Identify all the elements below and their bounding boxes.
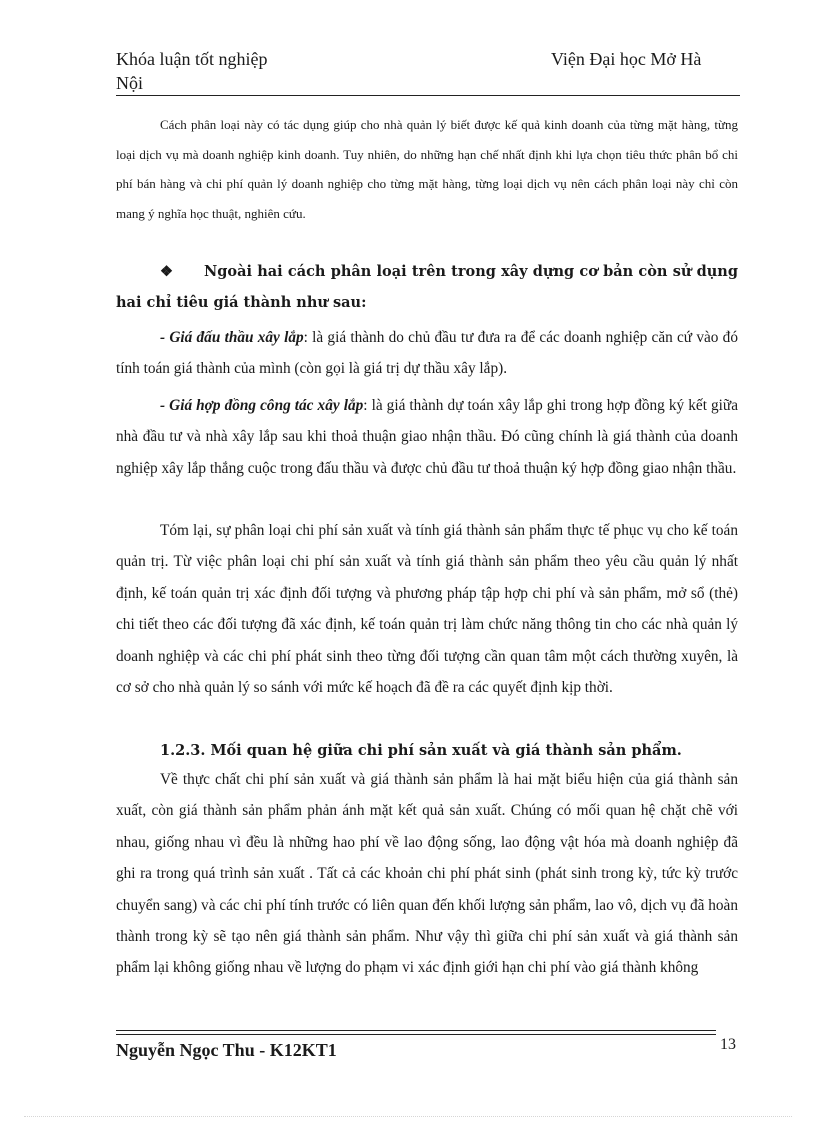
- term-contract-price: - Giá hợp đồng công tác xây lắp: [160, 397, 364, 414]
- header-divider: [116, 95, 740, 96]
- page-number: 13: [720, 1036, 736, 1053]
- definition-contract-price: : là giá thành dự toán xây lắp ghi trong hợp đồng ký kết giữa nhà đầu tư và nhà xây lắp sau khi thoả thuận giao nhận thầu. Đó cũng chính là giá thành của doanh nghiệp xây lắp thắng cuộc trong đấu thầu và được chủ đầu tư thoả thuận ký hợp đồng giao nhận thầu.: [116, 397, 738, 477]
- paragraph-1: Cách phân loại này có tác dụng giúp cho nhà quản lý biết được kế quả kinh doanh của từng mặt hàng, từng loại dịch vụ mà doanh nghiệp kinh doanh. Tuy nhiên, do những hạn chế nhất định khi lựa chọn tiêu thức phân bổ chi phí bán hàng và chi phí quản lý doanh nghiệp cho từng mặt hàng, từng loại dịch vụ nên cách phân loại này chỉ còn mang ý nghĩa học thuật, nghiên cứu.: [116, 117, 738, 221]
- header-left-title-continuation: Nội: [116, 73, 143, 93]
- footer-divider-bottom: [116, 1034, 716, 1035]
- bullet-paragraph: [116, 256, 738, 318]
- footer-author: Nguyễn Ngọc Thu - K12KT1: [116, 1040, 337, 1060]
- page-edge-line: [24, 1116, 792, 1117]
- diamond-bullet-icon: ❖: [160, 263, 173, 280]
- definition-bid-price: : là giá thành do chủ đầu tư đưa ra để các doanh nghiệp căn cứ vào đó tính toán giá thành của mình (còn gọi là giá trị dự thầu xây lắp).: [116, 329, 738, 378]
- bullet-text: Ngoài hai cách phân loại trên trong xây dựng cơ bản còn sử dụng hai chỉ tiêu giá thành như sau:: [116, 263, 738, 311]
- footer-divider-top: [116, 1030, 716, 1031]
- paragraph-summary: Tóm lại, sự phân loại chi phí sản xuất và tính giá thành sản phẩm thực tế phục vụ cho kế toán quản trị. Từ việc phân loại chi phí sản xuất và tính giá thành sản phẩm theo yêu cầu quản lý nhất định, kế toán quản trị xác định đối tượng và phương pháp tập hợp chi phí và sản phẩm, mở sổ (thẻ) chi tiết theo các đối tượng đã xác định, kế toán quản trị làm chức năng thông tin cho các nhà quản lý doanh nghiệp và các chi phí phát sinh theo từng đối tượng cần quan tâm một cách thường xuyên, là cơ sở cho nhà quản lý so sánh với mức kế hoạch đã đề ra các quyết định kịp thời.: [116, 522, 738, 697]
- paragraph-bid-price: [116, 322, 738, 385]
- paragraph-relationship: Về thực chất chi phí sản xuất và giá thành sản phẩm là hai mặt biểu hiện của giá thành sản xuất, còn giá thành sản phẩm phản ánh mặt kết quả sản xuất. Chúng có mối quan hệ chặt chẽ với nhau, giống nhau vì đều là những hao phí về lao động sống, lao động vật hóa mà doanh nghiệp đã ghi ra trong quá trình sản xuất . Tất cả các khoản chi phí phát sinh (phát sinh trong kỳ, tức kỳ trước chuyển sang) và các chi phí tính trước có liên quan đến khối lượng sản phẩm, lao vô, dịch vụ đã hoàn thành trong kỳ sẽ tạo nên giá thành sản phẩm. Như vậy thì giữa chi phí sản xuất và giá thành sản phẩm lại không giống nhau về lượng do phạm vi xác định giới hạn chi phí vào giá thành không: [116, 771, 738, 977]
- paragraph-contract-price: [116, 390, 738, 484]
- header-left-title: Khóa luận tốt nghiệp: [116, 49, 268, 69]
- section-heading: 1.2.3. Mối quan hệ giữa chi phí sản xuất và giá thành sản phẩm.: [160, 742, 682, 759]
- term-bid-price: - Giá đấu thầu xây lắp: [160, 329, 304, 346]
- header-right-title: Viện Đại học Mở Hà: [551, 49, 702, 69]
